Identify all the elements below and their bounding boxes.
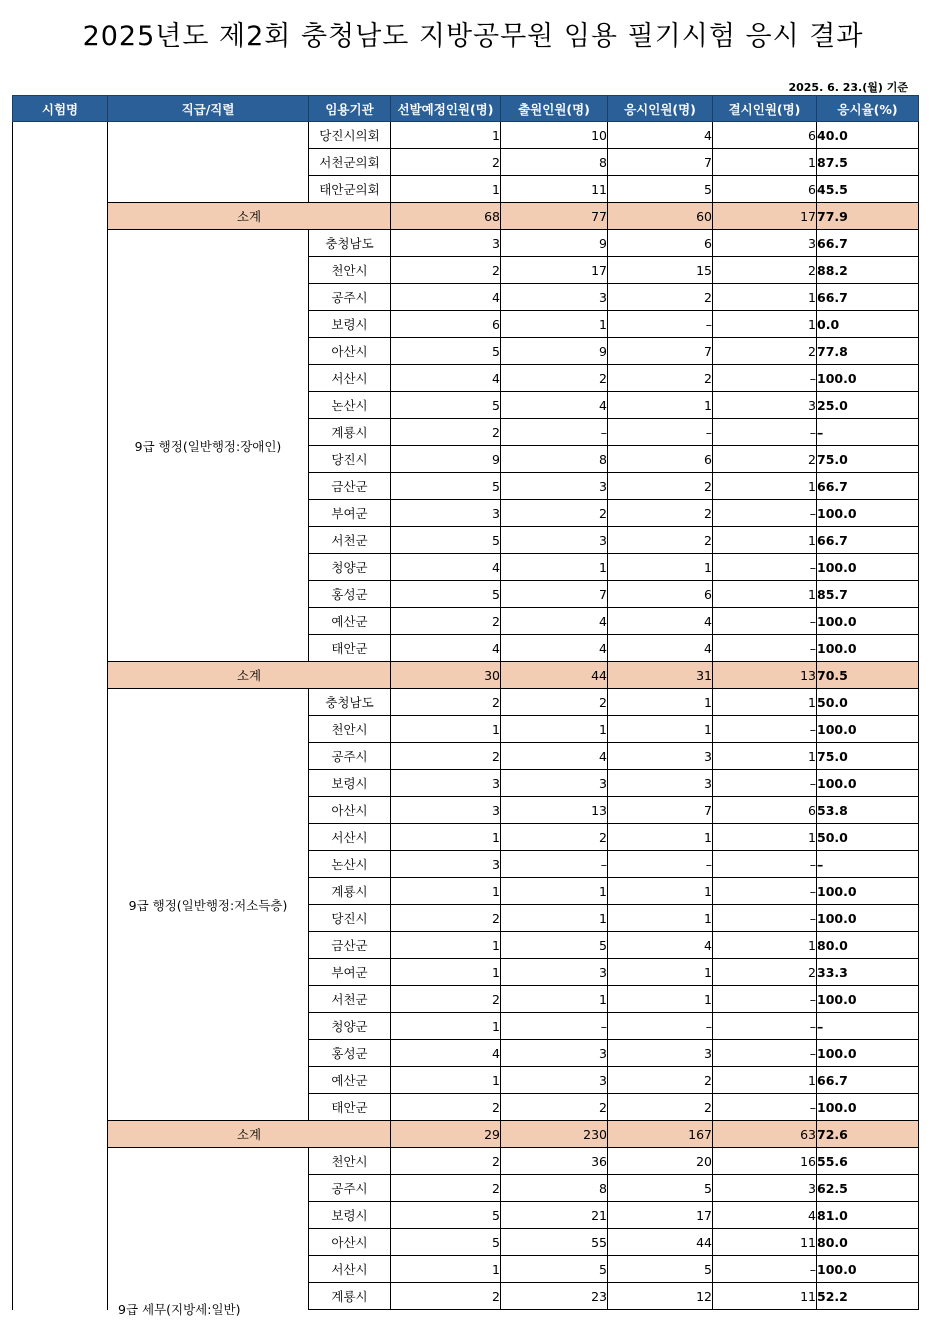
planned-cell: 2 [391, 1283, 501, 1310]
attended-cell: 2 [608, 284, 713, 311]
rate-cell: 55.6 [817, 1148, 919, 1175]
absent-cell: 6 [713, 176, 817, 203]
attended-cell: 1 [608, 905, 713, 932]
planned-cell: 4 [391, 284, 501, 311]
rate-cell: – [817, 1013, 919, 1040]
org-cell: 아산시 [309, 338, 391, 365]
planned-cell: 3 [391, 230, 501, 257]
applied-cell: 4 [501, 743, 608, 770]
applied-cell: 10 [501, 122, 608, 149]
subtotal-row [13, 1121, 919, 1148]
absent-cell: 1 [713, 527, 817, 554]
rank-cell [108, 1148, 309, 1317]
applied-cell: 1 [501, 986, 608, 1013]
org-cell: 계룡시 [309, 878, 391, 905]
org-cell: 당진시의회 [309, 122, 391, 149]
attended-cell: 6 [608, 230, 713, 257]
planned-cell: 5 [391, 338, 501, 365]
absent-cell: 6 [713, 122, 817, 149]
applied-cell: 3 [501, 1067, 608, 1094]
applied-cell: 2 [501, 365, 608, 392]
org-cell: 태안군 [309, 635, 391, 662]
exam-name-cell [13, 122, 108, 1310]
applied-cell: 5 [501, 1256, 608, 1283]
rate-subtotal: 72.6 [817, 1121, 919, 1148]
absent-cell: 3 [713, 1175, 817, 1202]
header-attended: 응시인원(명) [608, 96, 713, 122]
absent-cell: 11 [713, 1229, 817, 1256]
org-cell: 공주시 [309, 743, 391, 770]
absent-cell: 6 [713, 797, 817, 824]
rate-cell: 52.2 [817, 1283, 919, 1310]
subtotal-row [13, 662, 919, 689]
org-cell: 보령시 [309, 770, 391, 797]
attended-cell: 1 [608, 689, 713, 716]
rate-cell: – [817, 851, 919, 878]
absent-cell: 1 [713, 311, 817, 338]
absent-cell: 3 [713, 230, 817, 257]
org-cell: 태안군의회 [309, 176, 391, 203]
attended-cell: 15 [608, 257, 713, 284]
org-cell: 당진시 [309, 905, 391, 932]
table-row [13, 689, 919, 716]
rate-cell: 100.0 [817, 635, 919, 662]
attended-cell: 1 [608, 986, 713, 1013]
applied-cell: 17 [501, 257, 608, 284]
planned-cell: 1 [391, 122, 501, 149]
planned-cell: 5 [391, 527, 501, 554]
rank-cell [108, 689, 309, 1121]
header-rank: 직급/직렬 [108, 96, 309, 122]
org-cell: 서산시 [309, 824, 391, 851]
applied-cell: 2 [501, 824, 608, 851]
org-cell: 홍성군 [309, 1040, 391, 1067]
absent-cell: – [713, 419, 817, 446]
planned-cell: 5 [391, 392, 501, 419]
absent-cell: 16 [713, 1148, 817, 1175]
absent-cell: – [713, 878, 817, 905]
header-planned: 선발예정인원(명) [391, 96, 501, 122]
planned-cell: 2 [391, 1094, 501, 1121]
applied-cell: 1 [501, 716, 608, 743]
org-cell: 청양군 [309, 1013, 391, 1040]
attended-cell: – [608, 311, 713, 338]
rate-cell: 100.0 [817, 770, 919, 797]
absent-cell: – [713, 716, 817, 743]
absent-cell: 1 [713, 824, 817, 851]
rank-cell [108, 122, 309, 203]
planned-cell: 2 [391, 608, 501, 635]
rate-cell: 100.0 [817, 905, 919, 932]
rate-cell: 85.7 [817, 581, 919, 608]
org-cell: 금산군 [309, 473, 391, 500]
org-cell: 논산시 [309, 392, 391, 419]
rate-cell: 50.0 [817, 824, 919, 851]
planned-cell: 9 [391, 446, 501, 473]
planned-cell: 2 [391, 419, 501, 446]
applied-cell: 8 [501, 446, 608, 473]
planned-cell: 1 [391, 1256, 501, 1283]
planned-subtotal: 30 [391, 662, 501, 689]
absent-subtotal: 17 [713, 203, 817, 230]
page-title: 2025년도 제2회 충청남도 지방공무원 임용 필기시험 응시 결과 [82, 21, 864, 52]
planned-cell: 1 [391, 1067, 501, 1094]
applied-cell: 3 [501, 527, 608, 554]
header-exam: 시험명 [13, 96, 108, 122]
table-row [13, 1148, 919, 1175]
org-cell: 당진시 [309, 446, 391, 473]
planned-cell: 3 [391, 851, 501, 878]
org-cell: 서천군의회 [309, 149, 391, 176]
attended-cell: 7 [608, 338, 713, 365]
rate-cell: 100.0 [817, 1040, 919, 1067]
org-cell: 예산군 [309, 1067, 391, 1094]
attended-cell: 3 [608, 770, 713, 797]
attended-cell: 3 [608, 743, 713, 770]
absent-cell: 1 [713, 149, 817, 176]
planned-subtotal: 68 [391, 203, 501, 230]
planned-cell: 2 [391, 1148, 501, 1175]
org-cell: 계룡시 [309, 419, 391, 446]
table-body [13, 122, 919, 1317]
rate-cell: 33.3 [817, 959, 919, 986]
planned-cell: 5 [391, 1202, 501, 1229]
org-cell: 청양군 [309, 554, 391, 581]
absent-cell: – [713, 1040, 817, 1067]
org-cell: 서산시 [309, 365, 391, 392]
reference-date: 2025. 6. 23.(월) 기준 [788, 81, 908, 94]
applied-cell: 23 [501, 1283, 608, 1310]
org-cell: 천안시 [309, 1148, 391, 1175]
attended-cell: 1 [608, 959, 713, 986]
attended-subtotal: 31 [608, 662, 713, 689]
absent-cell: 1 [713, 743, 817, 770]
org-cell: 부여군 [309, 959, 391, 986]
planned-cell: 1 [391, 1013, 501, 1040]
absent-cell: 2 [713, 338, 817, 365]
absent-cell: – [713, 1013, 817, 1040]
org-cell: 천안시 [309, 716, 391, 743]
absent-cell: – [713, 635, 817, 662]
rate-cell: 80.0 [817, 932, 919, 959]
rate-cell: 80.0 [817, 1229, 919, 1256]
absent-cell: 1 [713, 689, 817, 716]
rate-cell: 88.2 [817, 257, 919, 284]
applied-cell: 1 [501, 554, 608, 581]
absent-cell: 3 [713, 392, 817, 419]
attended-cell: 6 [608, 581, 713, 608]
attended-cell: 2 [608, 500, 713, 527]
absent-cell: – [713, 365, 817, 392]
absent-cell: – [713, 608, 817, 635]
absent-cell: 2 [713, 446, 817, 473]
attended-cell: 2 [608, 1094, 713, 1121]
subtotal-row [13, 203, 919, 230]
planned-cell: 4 [391, 365, 501, 392]
attended-cell: 1 [608, 554, 713, 581]
planned-cell: 5 [391, 581, 501, 608]
rate-cell: – [817, 419, 919, 446]
attended-cell: 2 [608, 1067, 713, 1094]
rate-cell: 66.7 [817, 284, 919, 311]
rate-cell: 77.8 [817, 338, 919, 365]
applied-cell: 3 [501, 1040, 608, 1067]
applied-cell: 21 [501, 1202, 608, 1229]
attended-cell: – [608, 851, 713, 878]
org-cell: 태안군 [309, 1094, 391, 1121]
rate-subtotal: 70.5 [817, 662, 919, 689]
absent-cell: – [713, 770, 817, 797]
attended-cell: 4 [608, 608, 713, 635]
planned-cell: 1 [391, 932, 501, 959]
header-absent: 결시인원(명) [713, 96, 817, 122]
applied-subtotal: 230 [501, 1121, 608, 1148]
absent-cell: – [713, 500, 817, 527]
org-cell: 천안시 [309, 257, 391, 284]
attended-cell: 3 [608, 1040, 713, 1067]
applied-cell: 4 [501, 608, 608, 635]
attended-cell: 44 [608, 1229, 713, 1256]
rate-cell: 66.7 [817, 473, 919, 500]
planned-cell: 6 [391, 311, 501, 338]
applied-cell: 1 [501, 311, 608, 338]
applied-cell: 13 [501, 797, 608, 824]
applied-cell: 4 [501, 392, 608, 419]
rate-cell: 100.0 [817, 365, 919, 392]
planned-cell: 4 [391, 554, 501, 581]
planned-cell: 4 [391, 635, 501, 662]
rate-cell: 45.5 [817, 176, 919, 203]
applied-cell: 8 [501, 1175, 608, 1202]
planned-cell: 4 [391, 1040, 501, 1067]
planned-cell: 2 [391, 1175, 501, 1202]
subtotal-label: 소계 [108, 662, 391, 689]
applied-cell: 1 [501, 878, 608, 905]
applied-cell: 55 [501, 1229, 608, 1256]
org-cell: 아산시 [309, 1229, 391, 1256]
planned-cell: 2 [391, 149, 501, 176]
result-table [12, 95, 919, 1317]
org-cell: 계룡시 [309, 1283, 391, 1310]
applied-cell: 9 [501, 230, 608, 257]
attended-cell: 4 [608, 932, 713, 959]
rate-cell: 50.0 [817, 689, 919, 716]
attended-subtotal: 167 [608, 1121, 713, 1148]
absent-cell: 2 [713, 257, 817, 284]
planned-cell: 2 [391, 905, 501, 932]
attended-subtotal: 60 [608, 203, 713, 230]
absent-cell: 2 [713, 959, 817, 986]
applied-cell: – [501, 851, 608, 878]
subtotal-label: 소계 [108, 1121, 391, 1148]
org-cell: 논산시 [309, 851, 391, 878]
attended-cell: 20 [608, 1148, 713, 1175]
planned-cell: 2 [391, 257, 501, 284]
rate-subtotal: 77.9 [817, 203, 919, 230]
applied-cell: 2 [501, 500, 608, 527]
table-header-row [13, 96, 919, 122]
applied-subtotal: 44 [501, 662, 608, 689]
attended-cell: 2 [608, 365, 713, 392]
rate-cell: 100.0 [817, 1256, 919, 1283]
org-cell: 서천군 [309, 986, 391, 1013]
absent-cell: – [713, 851, 817, 878]
applied-cell: 3 [501, 959, 608, 986]
rate-cell: 100.0 [817, 554, 919, 581]
applied-cell: 9 [501, 338, 608, 365]
org-cell: 아산시 [309, 797, 391, 824]
org-cell: 부여군 [309, 500, 391, 527]
rate-cell: 75.0 [817, 446, 919, 473]
org-cell: 충청남도 [309, 230, 391, 257]
attended-cell: 2 [608, 473, 713, 500]
planned-cell: 5 [391, 473, 501, 500]
planned-cell: 1 [391, 716, 501, 743]
header-org: 임용기관 [309, 96, 391, 122]
applied-cell: – [501, 1013, 608, 1040]
planned-cell: 3 [391, 797, 501, 824]
rate-cell: 100.0 [817, 878, 919, 905]
rate-cell: 100.0 [817, 986, 919, 1013]
org-cell: 공주시 [309, 284, 391, 311]
header-applied: 출원인원(명) [501, 96, 608, 122]
absent-cell: – [713, 986, 817, 1013]
absent-cell: 1 [713, 932, 817, 959]
attended-cell: 7 [608, 797, 713, 824]
applied-cell: 3 [501, 770, 608, 797]
absent-cell: – [713, 1094, 817, 1121]
rank-label: 9급 행정(일반행정:저소득층) [128, 897, 288, 913]
applied-cell: 36 [501, 1148, 608, 1175]
rate-cell: 75.0 [817, 743, 919, 770]
applied-cell: 8 [501, 149, 608, 176]
absent-cell: 1 [713, 1067, 817, 1094]
absent-cell: 1 [713, 284, 817, 311]
attended-cell: 6 [608, 446, 713, 473]
absent-cell: 4 [713, 1202, 817, 1229]
planned-cell: 1 [391, 824, 501, 851]
rate-cell: 62.5 [817, 1175, 919, 1202]
applied-cell: 2 [501, 689, 608, 716]
planned-cell: 3 [391, 500, 501, 527]
table-row [13, 230, 919, 257]
rate-cell: 81.0 [817, 1202, 919, 1229]
planned-subtotal: 29 [391, 1121, 501, 1148]
absent-cell: – [713, 554, 817, 581]
rate-cell: 66.7 [817, 230, 919, 257]
attended-cell: 1 [608, 392, 713, 419]
attended-cell: 5 [608, 176, 713, 203]
attended-cell: – [608, 419, 713, 446]
subtotal-label: 소계 [108, 203, 391, 230]
org-cell: 예산군 [309, 608, 391, 635]
rate-cell: 53.8 [817, 797, 919, 824]
rank-cell [108, 230, 309, 662]
applied-cell: 3 [501, 473, 608, 500]
attended-cell: 7 [608, 149, 713, 176]
absent-subtotal: 13 [713, 662, 817, 689]
rate-cell: 87.5 [817, 149, 919, 176]
rate-cell: 25.0 [817, 392, 919, 419]
absent-cell: – [713, 905, 817, 932]
org-cell: 보령시 [309, 311, 391, 338]
org-cell: 서산시 [309, 1256, 391, 1283]
org-cell: 서천군 [309, 527, 391, 554]
applied-cell: 5 [501, 932, 608, 959]
rate-cell: 100.0 [817, 716, 919, 743]
applied-cell: 1 [501, 905, 608, 932]
org-cell: 홍성군 [309, 581, 391, 608]
attended-cell: 1 [608, 716, 713, 743]
planned-cell: 2 [391, 689, 501, 716]
planned-cell: 3 [391, 770, 501, 797]
attended-cell: 4 [608, 635, 713, 662]
attended-cell: 5 [608, 1175, 713, 1202]
rate-cell: 66.7 [817, 527, 919, 554]
planned-cell: 5 [391, 1229, 501, 1256]
planned-cell: 1 [391, 959, 501, 986]
applied-cell: 2 [501, 1094, 608, 1121]
org-cell: 충청남도 [309, 689, 391, 716]
rate-cell: 0.0 [817, 311, 919, 338]
absent-cell: 1 [713, 473, 817, 500]
applied-cell: 3 [501, 284, 608, 311]
planned-cell: 1 [391, 176, 501, 203]
rate-cell: 100.0 [817, 608, 919, 635]
applied-cell: 4 [501, 635, 608, 662]
attended-cell: 17 [608, 1202, 713, 1229]
planned-cell: 2 [391, 986, 501, 1013]
rank-label: 9급 행정(일반행정:장애인) [134, 438, 282, 454]
attended-cell: 1 [608, 824, 713, 851]
absent-cell: 1 [713, 581, 817, 608]
applied-subtotal: 77 [501, 203, 608, 230]
rank-label: 9급 세무(지방세:일반) [118, 1301, 241, 1317]
attended-cell: 2 [608, 527, 713, 554]
header-rate: 응시율(%) [817, 96, 919, 122]
absent-subtotal: 63 [713, 1121, 817, 1148]
applied-cell: 11 [501, 176, 608, 203]
org-cell: 금산군 [309, 932, 391, 959]
absent-cell: 11 [713, 1283, 817, 1310]
applied-cell: 7 [501, 581, 608, 608]
attended-cell: 1 [608, 878, 713, 905]
attended-cell: – [608, 1013, 713, 1040]
org-cell: 보령시 [309, 1202, 391, 1229]
table-row [13, 122, 919, 149]
attended-cell: 12 [608, 1283, 713, 1310]
rate-cell: 100.0 [817, 500, 919, 527]
planned-cell: 2 [391, 743, 501, 770]
rate-cell: 40.0 [817, 122, 919, 149]
org-cell: 공주시 [309, 1175, 391, 1202]
attended-cell: 5 [608, 1256, 713, 1283]
attended-cell: 4 [608, 122, 713, 149]
planned-cell: 1 [391, 878, 501, 905]
absent-cell: – [713, 1256, 817, 1283]
applied-cell: – [501, 419, 608, 446]
rate-cell: 66.7 [817, 1067, 919, 1094]
rate-cell: 100.0 [817, 1094, 919, 1121]
